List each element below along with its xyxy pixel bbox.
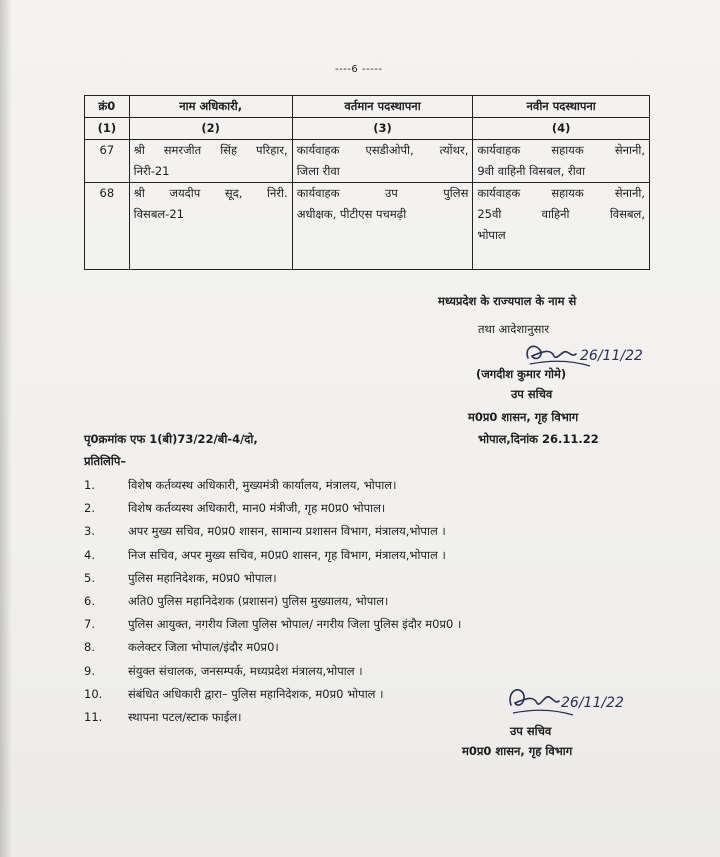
list-item: 1. विशेष कर्तव्यस्थ अधिकारी, मुख्यमंत्री कार्यालय, मंत्रालय, भोपाल। [84,478,397,492]
row-current-posting: कार्यवाहक एसडीओपी, त्योंथर, जिला रीवा [292,140,473,183]
posting-table [84,95,650,270]
order-line: तथा आदेशानुसार [478,322,550,336]
table-header-row [85,96,650,118]
list-item: 8. कलेक्टर जिला भोपाल/इंदौर म0प्र0। [84,640,279,655]
department-2: म0प्र0 शासन, गृह विभाग [462,744,573,758]
list-item: 10. संबंधित अधिकारी द्वारा– पुलिस महानिदेशक, म0प्र0 भोपाल । [84,686,384,701]
officer-name: (जगदीश कुमार गोमे) [476,367,567,381]
col-number-2: (2) [129,118,292,140]
signature-date-2: 26/11/22 [561,695,624,711]
list-item: 7. पुलिस आयुक्त, नगरीय जिला पुलिस भोपाल/ नगरीय जिला पुलिस इंदौर म0प्र0 । [84,617,462,632]
list-item: 11. स्थापना पटल/स्टाक फाईल। [84,709,242,724]
header-officer-name: नाम अधिकारी, [129,96,292,118]
list-item: 3. अपर मुख्य सचिव, म0प्र0 शासन, सामान्य प्रशासन विभाग, मंत्रालय,भोपाल । [84,524,446,539]
page-edge-shadow [0,0,12,857]
col-number-1: (1) [85,118,130,140]
col-number-4: (4) [473,118,650,140]
row-current-posting: कार्यवाहक उप पुलिस अधीक्षक, पीटीएस पचमढ़ी [292,183,473,270]
header-new-posting: नवीन पदस्थापना [473,96,650,118]
header-serial: क्रं0 [85,96,130,118]
row-serial: 68 [85,183,130,270]
copy-heading: प्रतिलिपि– [84,454,127,468]
signature-date: 26/11/22 [580,348,643,364]
governor-line: मध्यप्रदेश के राज्यपाल के नाम से [438,294,577,308]
handwritten-signature-2 [505,675,624,730]
list-item: 2. विशेष कर्तव्यस्थ अधिकारी, मान0 मंत्रीजी, गृह म0प्र0 भोपाल। [84,501,386,516]
list-item: 5. पुलिस महानिदेशक, म0प्र0 भोपाल। [84,570,277,585]
table-row [85,183,650,270]
row-officer-name: श्री समरजीत सिंह परिहार, निरी-21 [129,140,292,183]
row-officer-name: श्री जयदीप सूद, निरी. विसबल-21 [129,183,292,270]
row-new-posting: कार्यवाहक सहायक सेनानी, 25वी वाहिनी विसबल, भोपाल [473,183,650,270]
row-new-posting: कार्यवाहक सहायक सेनानी, 9वी वाहिनी विसबल, रीवा [473,140,650,183]
page-number: ----6 ----- [335,64,383,75]
designation-2: उप सचिव [510,724,552,738]
table-row [85,140,650,183]
department: म0प्र0 शासन, गृह विभाग [468,410,579,424]
col-number-3: (3) [292,118,473,140]
list-item: 4. निज सचिव, अपर मुख्य सचिव, म0प्र0 शासन, गृह विभाग, मंत्रालय,भोपाल । [84,547,446,562]
issue-date: भोपाल,दिनांक 26.11.22 [478,432,599,446]
header-current-posting: वर्तमान पदस्थापना [292,96,473,118]
table-column-number-row [85,118,650,140]
list-item: 6. अति0 पुलिस महानिदेशक (प्रशासन) पुलिस मुख्यालय, भोपाल। [84,593,389,608]
copy-list [84,478,461,733]
row-serial: 67 [85,140,130,183]
designation: उप सचिव [511,387,553,401]
list-item: 9. संयुक्त संचालक, जनसम्पर्क, मध्यप्रदेश मंत्रालय,भोपाल । [84,663,363,678]
reference-number: पृ0क्रमांक एफ 1(बी)73/22/बी-4/दो, [84,432,258,446]
